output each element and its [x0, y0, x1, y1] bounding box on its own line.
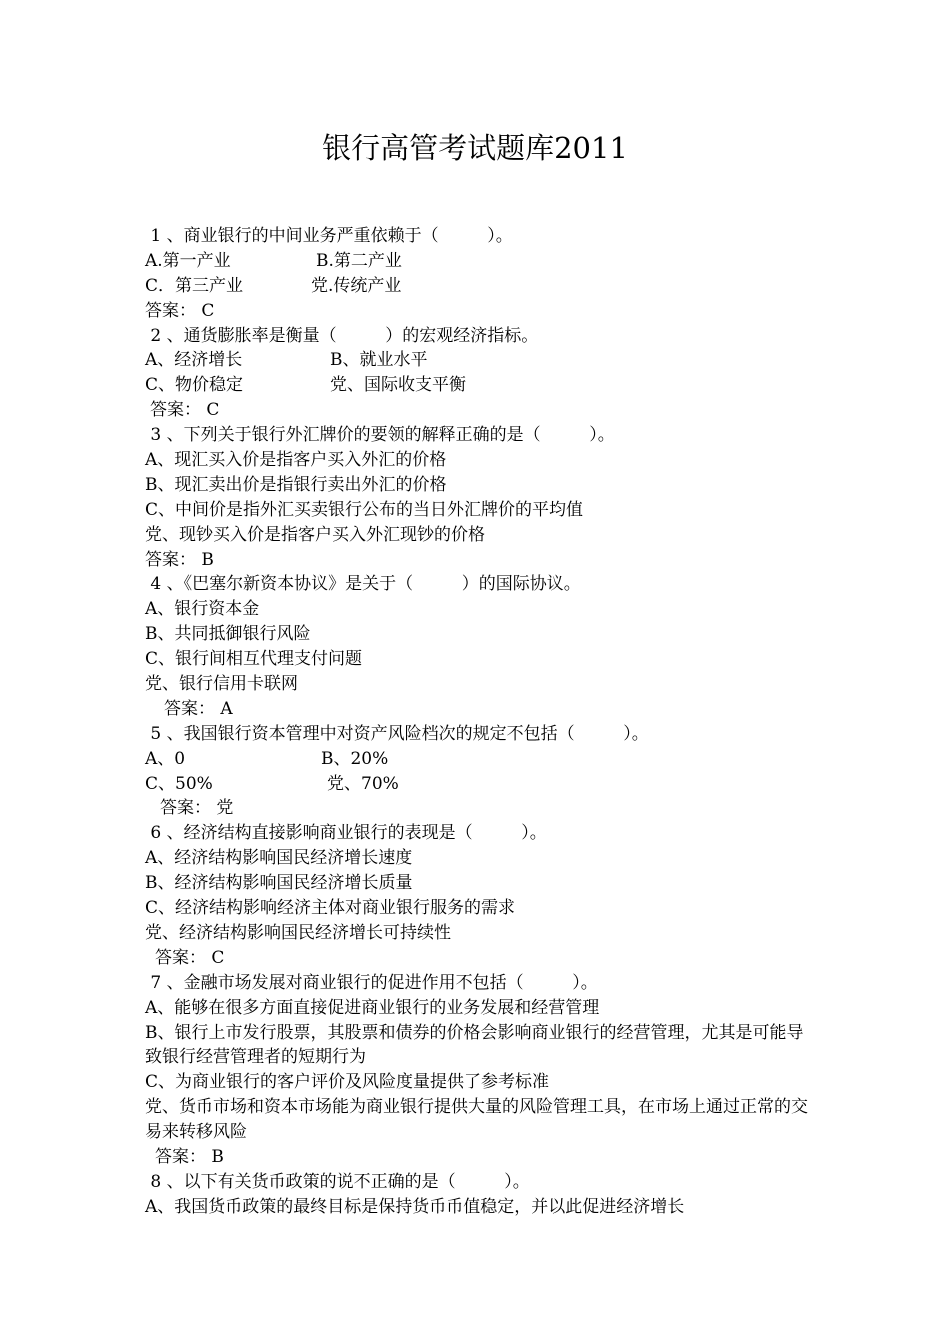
option-b: B、就业水平: [330, 350, 428, 371]
option-b: B、共同抵御银行风险: [145, 624, 311, 645]
option-d: 党、70%: [327, 773, 399, 794]
question-7: 7 、金融市场发展对商业银行的促进作用不包括（ ）。: [145, 972, 598, 993]
option-c: C、为商业银行的客户评价及风险度量提供了参考标准: [145, 1072, 550, 1093]
question-3: 3 、下列关于银行外汇牌价的要领的解释正确的是（ ）。: [145, 425, 615, 446]
question-8: 8 、以下有关货币政策的说不正确的是（ ）。: [145, 1171, 530, 1192]
option-c: C、中间价是指外汇买卖银行公布的当日外汇牌价的平均值: [145, 499, 584, 520]
option-d: 党、现钞买入价是指客户买入外汇现钞的价格: [145, 524, 485, 545]
answer-7: 答案： B: [155, 1146, 224, 1167]
option-c: C、银行间相互代理支付问题: [145, 649, 363, 670]
option-a: A、0: [145, 748, 186, 769]
option-c: C、50%: [145, 773, 213, 794]
option-c: C、物价稳定: [145, 375, 244, 396]
answer-4: 答案： A: [164, 698, 233, 719]
option-d: 党、银行信用卡联网: [145, 674, 298, 695]
options-row: [145, 274, 815, 299]
option-d: 党、货币市场和资本市场能为商业银行提供大量的风险管理工具，在市场上通过正常的交易来转移风险: [145, 1097, 808, 1143]
answer-3: 答案： B: [145, 549, 214, 570]
question-list: [145, 224, 815, 1220]
option-d: 党、经济结构影响国民经济增长可持续性: [145, 922, 451, 943]
question-5: 5 、我国银行资本管理中对资产风险档次的规定不包括（ ）。: [145, 723, 649, 744]
option-a: A、现汇买入价是指客户买入外汇的价格: [145, 450, 447, 471]
question-2: 2 、通货膨胀率是衡量（ ）的宏观经济指标。: [145, 325, 539, 346]
answer-6: 答案： C: [155, 947, 225, 968]
option-c: C．第三产业: [145, 275, 244, 296]
option-a: A、经济结构影响国民经济增长速度: [145, 848, 413, 869]
question-1: 1 、商业银行的中间业务严重依赖于（ ）。: [145, 226, 513, 246]
answer-5: 答案： 党: [160, 798, 234, 819]
options-row: [145, 747, 815, 772]
option-a: A、银行资本金: [145, 599, 260, 620]
options-row: [145, 772, 815, 797]
option-d: 党、国际收支平衡: [330, 375, 466, 396]
options-row: [145, 249, 815, 274]
question-6: 6 、经济结构直接影响商业银行的表现是（ ）。: [145, 823, 547, 844]
option-d: 党.传统产业: [311, 275, 402, 296]
option-b: B、现汇卖出价是指银行卖出外汇的价格: [145, 474, 447, 495]
option-b: B、银行上市发行股票，其股票和债券的价格会影响商业银行的经营管理，尤其是可能导致银行经营管理者的短期行为: [145, 1022, 804, 1068]
document-title: 银行高管考试题库2011: [322, 131, 628, 165]
option-c: C、经济结构影响经济主体对商业银行服务的需求: [145, 898, 516, 919]
option-a: A、经济增长: [145, 350, 243, 371]
answer-1: 答案： C: [145, 300, 215, 321]
option-a: A、我国货币政策的最终目标是保持货币币值稳定，并以此促进经济增长: [145, 1196, 685, 1217]
option-b: B.第二产业: [316, 250, 402, 271]
option-a: A、能够在很多方面直接促进商业银行的业务发展和经营管理: [145, 997, 600, 1018]
answer-2: 答案： C: [150, 400, 220, 421]
options-row: [145, 373, 815, 398]
options-row: [145, 348, 815, 373]
option-b: B、经济结构影响国民经济增长质量: [145, 873, 413, 894]
option-a: A.第一产业: [145, 250, 231, 271]
question-4: 4 、《巴塞尔新资本协议》是关于（ ）的国际协议。: [145, 574, 581, 595]
option-b: B、20%: [321, 748, 389, 769]
